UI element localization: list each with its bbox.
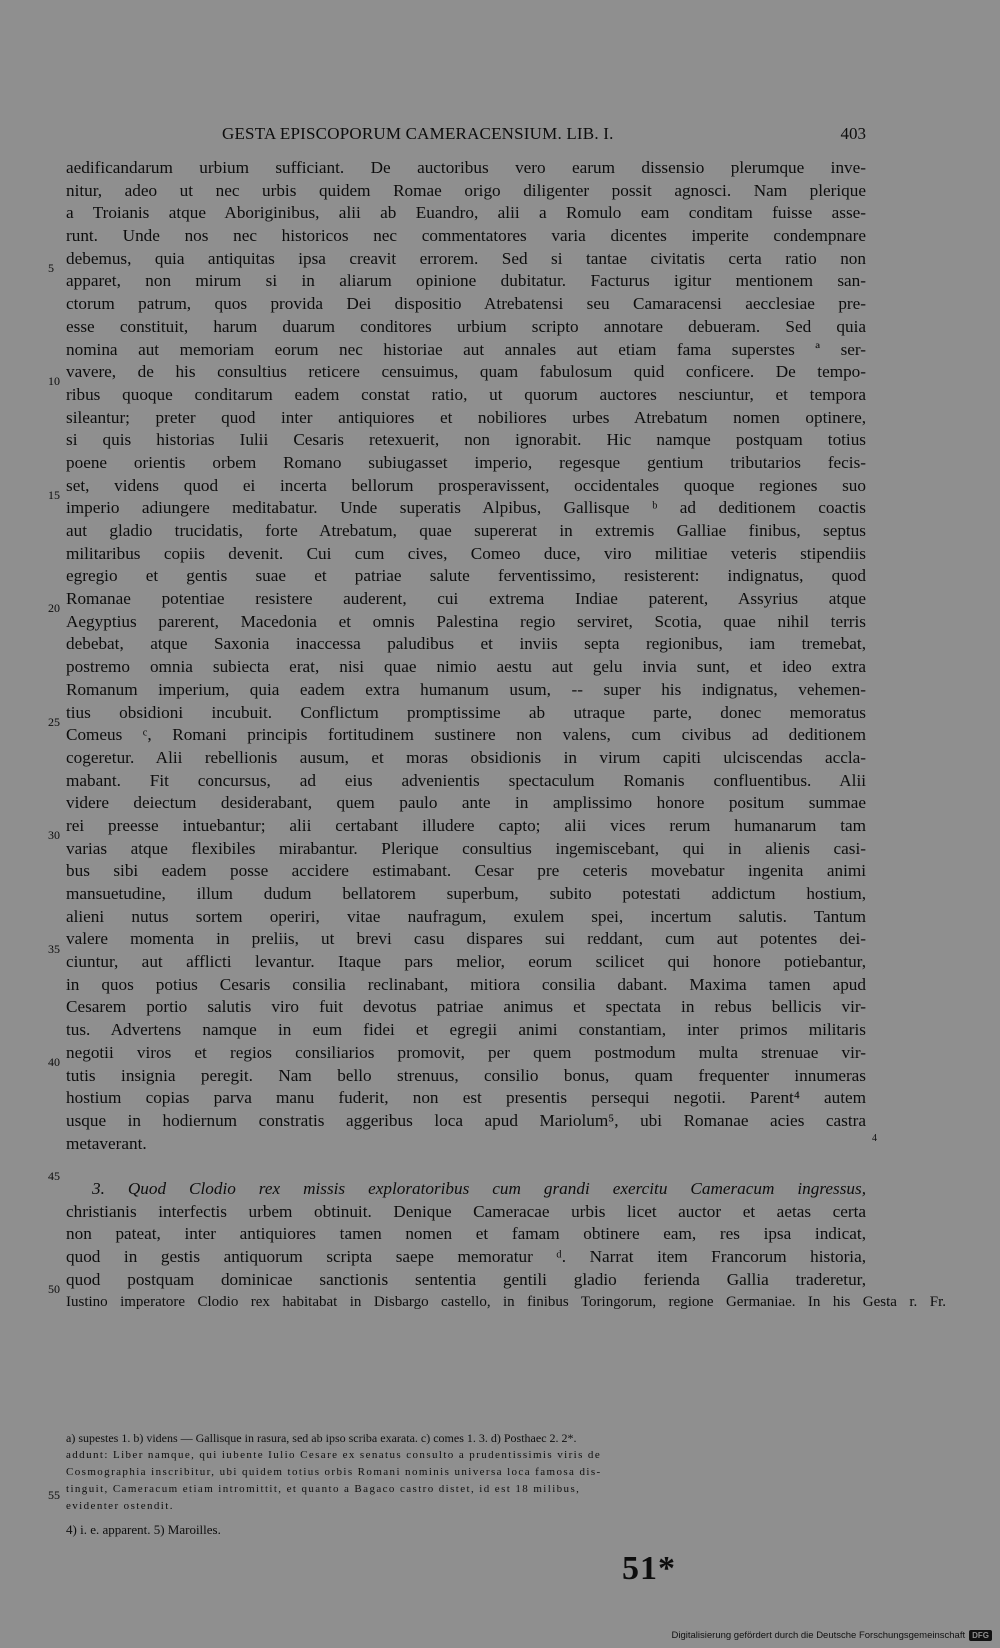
text-line: cogeretur. Alii rebellionis ausum, et moras obsidionis in virum capiti ulciscendas accla- [66, 747, 866, 767]
line-number: 55 [48, 1488, 60, 1502]
text-line: vavere, de his consultius reticere censuimus, quam fabulosum quid conficere. De tempo- [66, 362, 866, 382]
running-title: GESTA EPISCOPORUM CAMERACENSIUM. LIB. I. [222, 124, 614, 143]
line-number: 15 [48, 488, 60, 502]
text-line: set, videns quod ei incerta bellorum prosperavissent, occidentales quoque regiones suo [66, 475, 866, 495]
text-line: tus. Advertens namque in eum fidei et egregii animi constantiam, inter primos militaris [66, 1020, 866, 1040]
text-line: Cesarem portio salutis viro fuit devotus patriae animus et spectata in rebus bellicis vir- [66, 997, 866, 1017]
text-line: runt. Unde nos nec historicos nec commentatores varia dicentes imperite condempnare [66, 226, 866, 246]
text-line: apparet, non mirum si in aliarum opinione dubitatur. Facturus igitur mentionem san- [66, 271, 866, 291]
text-line: si quis historias Iulii Cesaris retexuerit, non ignorabit. Hic namque postquam totius [66, 430, 866, 450]
text-line: ctorum patrum, quos provida Dei dispositio Atrebatensi seu Camaracensi aecclesiae pre- [66, 294, 866, 314]
text-line: debebat, atque Saxonia inaccessa paludibus et inviis septa regionibus, iam tremebat, [66, 634, 866, 654]
text-line: in quos potius Cesaris consilia reclinabant, mitiora consilia dabant. Maxima tamen apud [66, 974, 866, 994]
text-line: non pateat, inter antiquiores tamen nomen et famam obtinere eam, res ipsa indicat, [66, 1224, 866, 1244]
text-line: quod in gestis antiquorum scripta saepe memoratur ᵈ. Narrat item Francorum historia, [66, 1247, 866, 1266]
text-line: videre deiectum desiderabant, quem paulo ante in amplissimo honore positum summae [66, 793, 866, 813]
line-number: 5 [48, 261, 54, 275]
margin-note: 4 [872, 1133, 877, 1144]
text-line: imperio adiungere meditabatur. Unde superatis Alpibus, Gallisque ᵇ ad deditionem coactis [66, 498, 866, 518]
text-line: militaribus copiis devenit. Cui cum cives, Comeo duce, viro militiae veteris stipendiis [66, 543, 866, 563]
footnote-addunt: tinguit, Cameracum etiam intromittit, et quanto a Bagaco castro distet, id est 18 milibus, [66, 1483, 581, 1495]
footnote-addunt: Cosmographia inscribitur, ubi quidem totius orbis Romani nominis universa loca famosa dis- [66, 1466, 602, 1478]
line-number: 40 [48, 1055, 60, 1069]
running-header [0, 124, 1000, 150]
text-line: postremo omnia subiecta erat, nisi quae nimio aestu aut gelu invia sunt, et ideo extra [66, 657, 866, 677]
text-line: rei preesse intuebantur; alii certabant illudere capto; alii vices rerum humanarum tam [66, 815, 866, 835]
text-line: valere momenta in preliis, ut brevi casu dispares sui reddant, cum aut potentes dei- [66, 929, 866, 949]
text-line: egregio et gentis suae et patriae salute ferventissimo, resisterent: indignatus, quod [66, 566, 866, 586]
text-line: metaverant. [66, 1133, 147, 1153]
text-line: esse constituit, harum duarum conditores urbium scripto annotare debueram. Sed quia [66, 316, 866, 336]
line-number: 50 [48, 1282, 60, 1296]
text-line [66, 1155, 866, 1178]
text-line: Comeus ᶜ, Romani principis fortitudinem sustinere non valens, cum civibus ad deditionem [66, 725, 866, 745]
line-number: 10 [48, 374, 60, 388]
text-line: debemus, quia antiquitas ipsa creavit errorem. Sed si tantae civitatis certa ratio non [66, 248, 866, 268]
text-line: alieni nutus sortem operiri, vitae naufragum, exulem spei, incertum salutis. Tantum [66, 906, 866, 926]
text-line: christianis interfectis urbem obtinuit. Denique Cameracae urbis licet auctor et aetas certa [66, 1201, 866, 1221]
footnote-addunt: evidenter ostendit. [66, 1500, 174, 1512]
text-line: nitur, adeo ut nec urbis quidem Romae origo diligenter possit agnosci. Nam plerique [66, 180, 866, 200]
text-line: poene orientis orbem Romano subiugasset imperio, regesque gentium tributarios fecis- [66, 452, 866, 472]
text-line: sileantur; preter quod inter antiquiores et nobiliores urbes Atrebatum nomen optinere, [66, 407, 866, 427]
text-line: negotii viros et regios consiliarios promovit, per quem postmodum multa strenuae vir- [66, 1042, 866, 1062]
dfg-credit [672, 1630, 993, 1641]
text-line: Iustino imperatore Clodio rex habitabat in Disbargo castello, in finibus Toringorum, regione Germaniae. In his Gesta r. Fr. [66, 1294, 946, 1311]
dfg-logo-icon: DFG [969, 1630, 992, 1641]
text-line: ribus quoque conditarum eadem constat ratio, ut quorum auctores nesciuntur, et tempora [66, 384, 866, 404]
signature-mark: 51* [622, 1550, 676, 1587]
line-number: 35 [48, 942, 60, 956]
text-line: aut gladio trucidatis, forte Atrebatum, quae supererat in extremis Galliae finibus, septus [66, 521, 866, 540]
footnotes [66, 1430, 902, 1515]
text-line: Romanae potentiae resistere auderent, cui extrema Indiae paterent, Assyrius atque [66, 589, 866, 609]
text-line: hostium copias parva manu fuderit, non est presentis persequi negotii. Parent⁴ autem [66, 1088, 866, 1108]
line-number: 30 [48, 828, 60, 842]
line-number: 25 [48, 715, 60, 729]
text-line: mansuetudine, illum dudum bellatorem superbum, subito potestati addictum hostium, [66, 884, 866, 903]
text-line: quod postquam dominicae sanctionis sententia gentili gladio ferienda Gallia traderetur, [66, 1269, 866, 1289]
footnote-critical: a) supestes 1. b) videns — Gallisque in rasura, sed ab ipso scriba exarata. c) comes 1. 3. d) Posthaec 2. 2*. [66, 1431, 577, 1445]
text-line: bus sibi eadem posse accidere estimabant. Cesar pre ceteris movebatur ingenita animi [66, 861, 866, 881]
page-number: 403 [840, 124, 866, 143]
text-line: Romanum imperium, quia eadem extra humanum usum, -- super his indignatus, vehemen- [66, 679, 866, 699]
footnote-numbered: 4) i. e. apparent. 5) Maroilles. [66, 1522, 221, 1537]
text-line: ciuntur, aut afflicti levantur. Itaque pars melior, eorum scilicet qui honore potiebantur, [66, 952, 866, 972]
text-line: varias atque flexibiles mirabantur. Plerique consultius ingemiscebant, qui in alienis casi- [66, 838, 866, 858]
text-line: a Troianis atque Aboriginibus, alii ab Euandro, alii a Romulo eam conditam fuisse asse- [66, 203, 866, 223]
text-line: nomina aut memoriam eorum nec historiae aut annales aut etiam fama superstes ª ser- [66, 339, 866, 359]
text-line: tius obsidioni incubuit. Conflictum promptissime ab utraque parte, donec memoratus [66, 702, 866, 722]
text-line: mabant. Fit concursus, ad eius advenientis spectaculum Romanis confluentibus. Alii [66, 770, 866, 790]
text-line: tutis insignia peregit. Nam bello strenuus, consilio bonus, quam frequenter innumeras [66, 1065, 866, 1085]
main-text [66, 157, 946, 1314]
text-line: Aegyptius parerent, Macedonia et omnis Palestina regio serviret, Scotia, quae nihil terris [66, 611, 866, 631]
text-line: usque in hodiernum constratis aggeribus loca apud Mariolum⁵, ubi Romanae acies castra [66, 1110, 866, 1130]
dfg-text: Digitalisierung gefördert durch die Deutsche Forschungsgemeinschaft [671, 1630, 966, 1641]
line-number: 45 [48, 1169, 60, 1183]
text-line: aedificandarum urbium sufficiant. De auctoribus vero earum dissensio plerumque inve- [66, 158, 866, 177]
footnote-addunt: addunt: Liber namque, qui iubente Iulio Cesare ex senatus consulto a prudentissimis viris de [66, 1449, 602, 1461]
line-number: 20 [48, 601, 60, 615]
section-heading: 3. Quod Clodio rex missis exploratoribus cum grandi exercitu Cameracum ingressus, [92, 1178, 866, 1198]
